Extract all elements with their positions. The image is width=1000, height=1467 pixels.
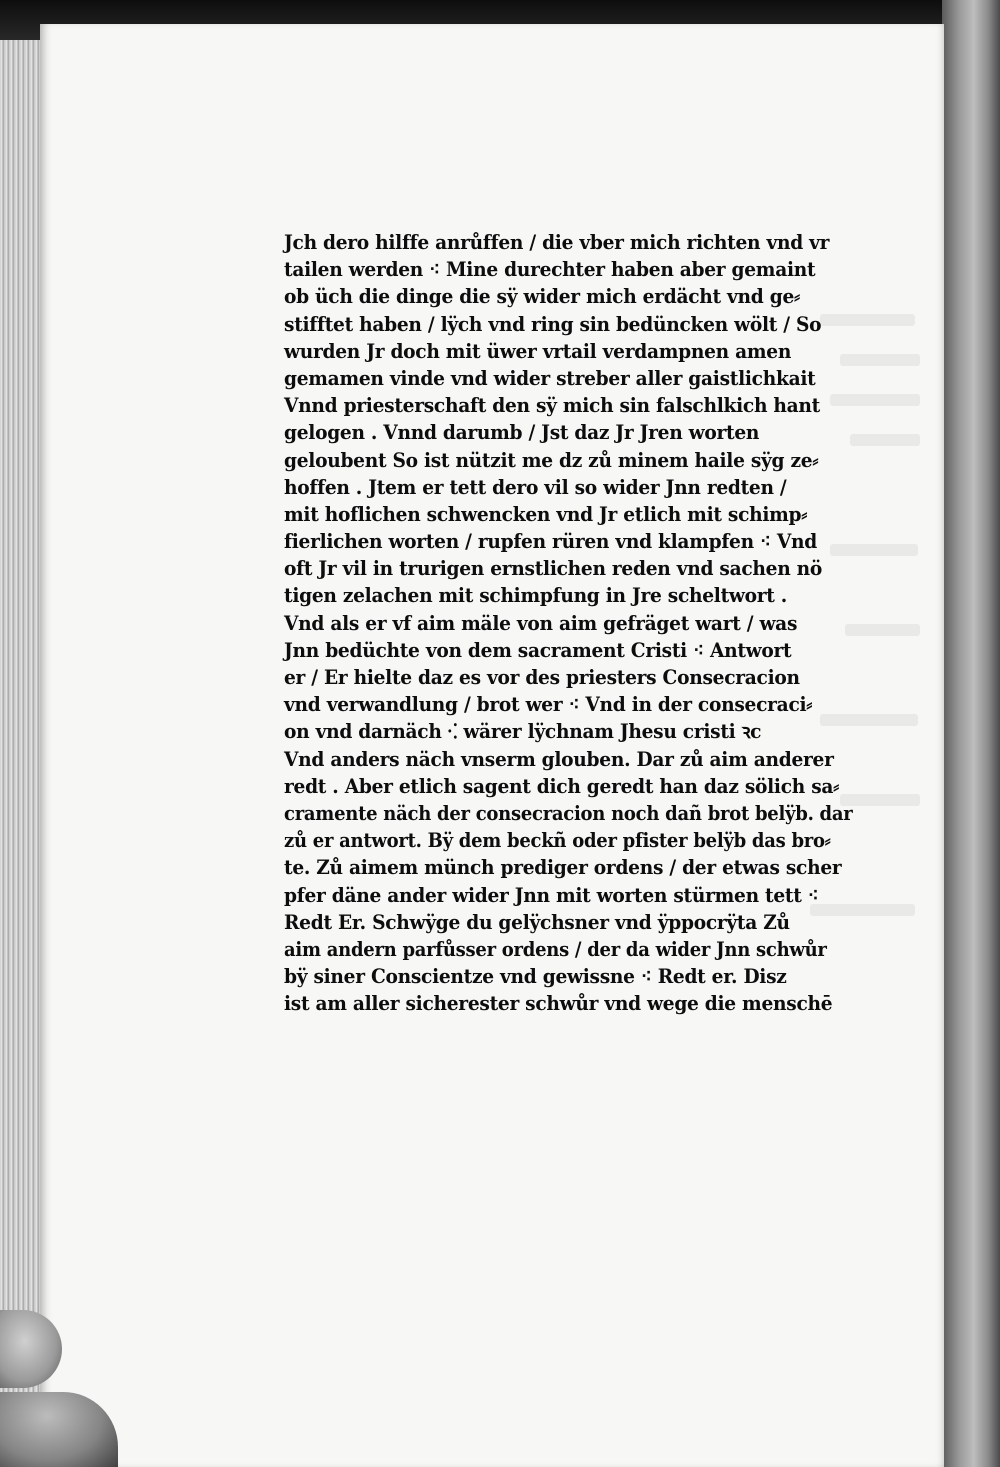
text-line: tailen werden ⁖ Mine durechter haben aber gemaint (284, 257, 816, 282)
text-line: on vnd darnäch ⁖ wärer lÿchnam Jhesu cristi ꝛc (284, 719, 762, 744)
page-stack-edge (0, 40, 44, 1467)
body-text (284, 229, 884, 1017)
thumb-tip (0, 1310, 62, 1388)
text-line: vnd verwandlung / brot wer ⁖ Vnd in der consecraci⸗ (284, 692, 813, 717)
text-line: wurden Jr doch mit üwer vrtail verdampnen amen (284, 338, 792, 363)
text-line: stifftet haben / lÿch vnd ring sin bedüncken wölt / So (284, 311, 822, 336)
book-page (40, 24, 944, 1467)
text-line: redt . Aber etlich sagent dich geredt han daz sölich sa⸗ (284, 773, 840, 798)
text-line: fierlichen worten / rupfen rüren vnd klampfen ⁖ Vnd (284, 529, 817, 554)
text-line: Vnnd priesterschaft den sÿ mich sin falschlkich hant (284, 393, 820, 418)
text-line: Jch dero hilffe anrůffen / die vber mich richten vnd vr (284, 230, 830, 254)
text-line: Redt Er. Schwÿge du gelÿchsner vnd ÿppocrÿta Zů (284, 909, 790, 934)
text-line: bÿ siner Conscientze vnd gewissne ⁖ Redt er. Disz (284, 964, 787, 989)
text-line: ob üch die dinge die sÿ wider mich erdächt vnd ge⸗ (284, 284, 800, 309)
text-line: hoffen . Jtem er tett dero vil so wider Jnn redten / (284, 474, 787, 499)
text-line: Vnd als er vf aim mäle von aim gefräget wart / was (284, 610, 798, 635)
text-line: tigen zelachen mit schimpfung in Jre scheltwort . (284, 583, 787, 608)
text-line: Jnn bedüchte von dem sacrament Cristi ⁖ Antwort (284, 637, 792, 662)
text-line: er / Er hielte daz es vor des priesters Consecracion (284, 665, 800, 689)
text-line: oft Jr vil in trurigen ernstlichen reden vnd sachen nö (284, 556, 823, 581)
text-line: pfer däne ander wider Jnn mit worten stürmen tett ⁖ (284, 882, 819, 907)
text-line: mit hoflichen schwencken vnd Jr etlich mit schimp⸗ (284, 501, 808, 526)
text-line: geloubent So ist nützit me dz zů minem haile sÿg ze⸗ (284, 447, 819, 472)
holding-thumb (0, 1300, 110, 1467)
text-line: zů er antwort. Bÿ dem beckñ oder pfister belÿb das bro⸗ (284, 828, 831, 853)
text-line: te. Zů aimem münch prediger ordens / der etwas scher (284, 855, 842, 880)
text-line: gemamen vinde vnd wider streber aller gaistlichkait (284, 365, 816, 390)
book-binding-edge (942, 0, 1000, 1467)
thumb-knuckle (0, 1392, 118, 1467)
text-line: cramente näch der consecracion noch dañ brot belÿb. dar (284, 800, 853, 825)
text-line: ist am aller sicherester schwůr vnd wege die menschē (284, 991, 833, 1016)
text-line: gelogen . Vnnd darumb / Jst daz Jr Jren worten (284, 420, 760, 445)
text-line: Vnd anders näch vnserm glouben. Dar zů aim anderer (284, 746, 834, 771)
text-line: aim andern parfůsser ordens / der da wider Jnn schwůr (284, 936, 827, 961)
